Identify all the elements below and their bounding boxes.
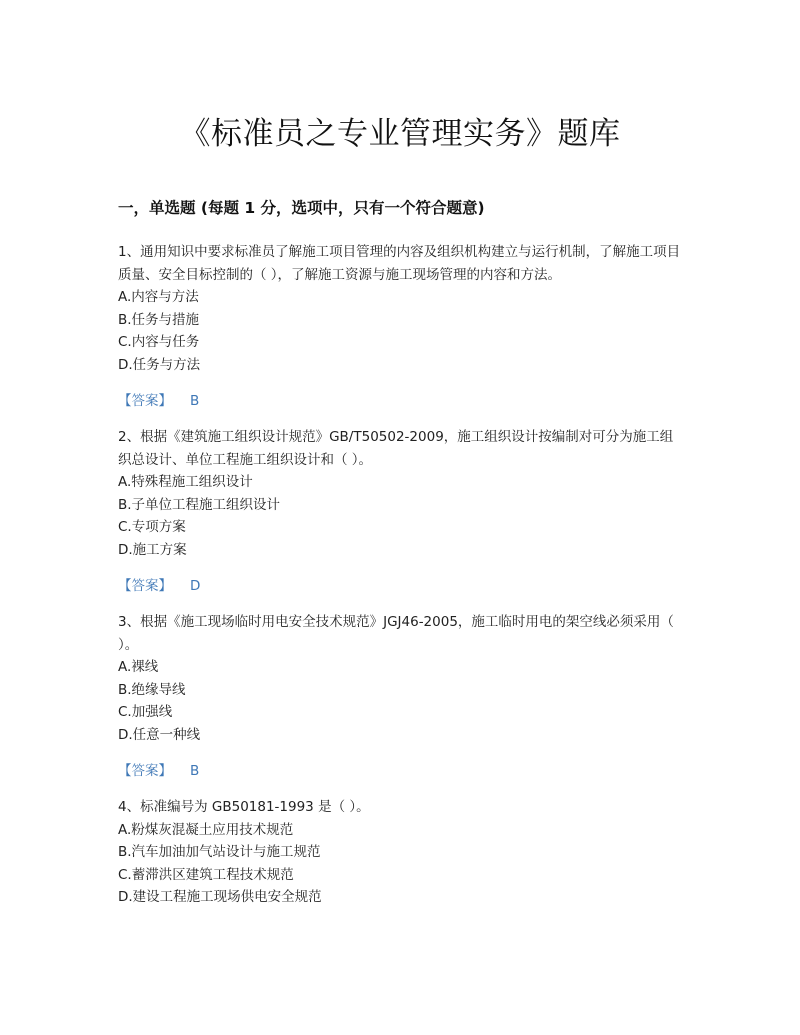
answer-value: D bbox=[190, 578, 201, 594]
answer-value: B bbox=[190, 393, 200, 409]
answer-line bbox=[118, 760, 683, 782]
answer-line bbox=[118, 575, 683, 597]
option-c: C.加强线 bbox=[118, 704, 173, 720]
answer-line bbox=[118, 390, 683, 412]
option-c: C.内容与任务 bbox=[118, 334, 200, 350]
option-b: B.绝缘导线 bbox=[118, 681, 186, 698]
option-d: D.任务与方法 bbox=[118, 356, 201, 373]
question-stem: 2、根据《建筑施工组织设计规范》GB/T50502-2009，施工组织设计按编制对可分为施工组织总设计、单位工程施工组织设计和（ ）。 bbox=[118, 429, 674, 468]
option-b: B.子单位工程施工组织设计 bbox=[118, 496, 281, 513]
answer-label: 【答案】 bbox=[118, 578, 172, 594]
question-stem: 3、根据《施工现场临时用电安全技术规范》JGJ46-2005，施工临时用电的架空线必须采用（ ）。 bbox=[118, 614, 674, 653]
option-c: C.专项方案 bbox=[118, 519, 186, 535]
question-stem: 1、通用知识中要求标准员了解施工项目管理的内容及组织机构建立与运行机制，了解施工项目质量、安全目标控制的（ ），了解施工资源与施工现场管理的内容和方法。 bbox=[118, 244, 681, 283]
answer-label: 【答案】 bbox=[118, 763, 172, 779]
option-d: D.建设工程施工现场供电安全规范 bbox=[118, 889, 322, 905]
option-c: C.蓄滞洪区建筑工程技术规范 bbox=[118, 866, 294, 883]
option-b: B.汽车加油加气站设计与施工规范 bbox=[118, 844, 321, 860]
option-d: D.施工方案 bbox=[118, 541, 187, 558]
question-1 bbox=[118, 241, 683, 412]
question-2 bbox=[118, 426, 683, 597]
option-a: A.粉煤灰混凝土应用技术规范 bbox=[118, 821, 294, 838]
option-a: A.裸线 bbox=[118, 659, 159, 675]
option-d: D.任意一种线 bbox=[118, 726, 201, 743]
question-4 bbox=[118, 796, 683, 909]
section-heading: 一，单选题 (每题 1 分，选项中，只有一个符合题意) bbox=[118, 199, 485, 217]
answer-label: 【答案】 bbox=[118, 393, 172, 409]
option-b: B.任务与措施 bbox=[118, 311, 200, 328]
document-title: 《标准员之专业管理实务》题库 bbox=[179, 116, 621, 152]
answer-value: B bbox=[190, 763, 200, 779]
question-stem: 4、标准编号为 GB50181-1993 是（ ）。 bbox=[118, 799, 370, 815]
option-a: A.特殊程施工组织设计 bbox=[118, 474, 253, 490]
option-a: A.内容与方法 bbox=[118, 289, 199, 305]
question-3 bbox=[118, 611, 683, 782]
